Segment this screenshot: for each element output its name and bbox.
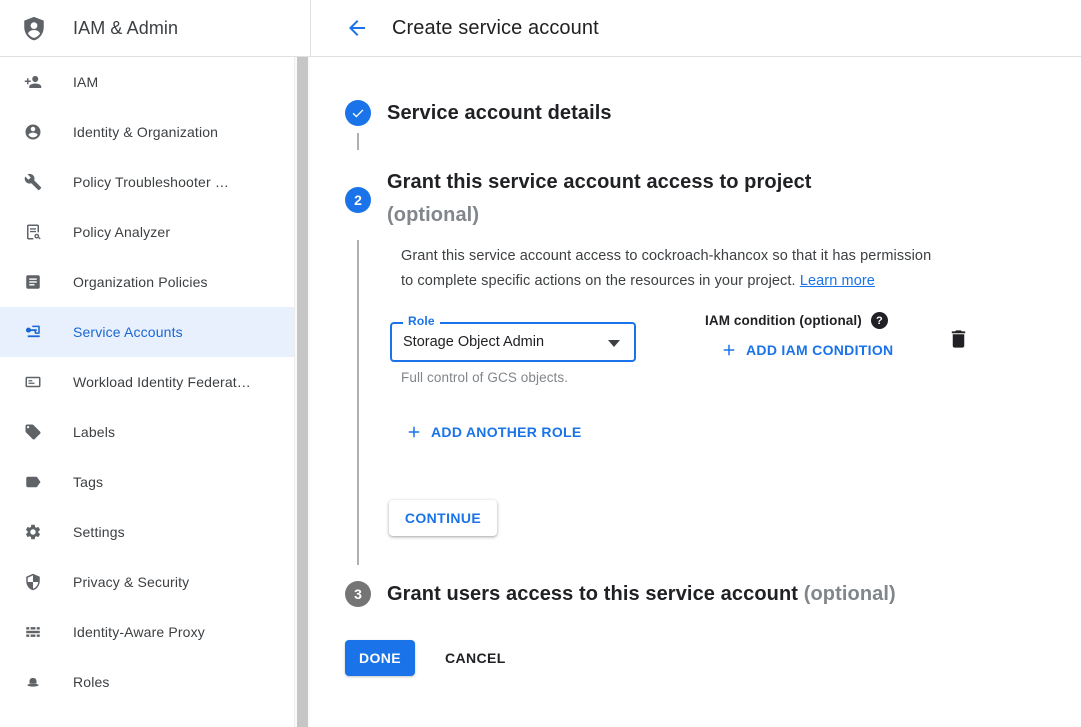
app-header (0, 0, 311, 57)
role-select[interactable] (390, 322, 636, 362)
sidebar-item-roles[interactable] (0, 657, 296, 707)
sidebar-item-iam[interactable] (0, 57, 296, 107)
sidebar-item-policy-analyzer[interactable] (0, 207, 296, 257)
role-select-value: Storage Object Admin (403, 334, 545, 350)
back-arrow-icon[interactable] (345, 16, 369, 40)
help-icon[interactable] (871, 312, 888, 329)
sidebar-item-label: Settings (73, 524, 125, 540)
sidebar-nav (0, 57, 296, 707)
add-another-role-button[interactable] (405, 423, 582, 441)
policies-list-icon (24, 273, 42, 291)
plus-icon (405, 423, 423, 441)
description-line1: Grant this service account access to cockroach-khancox so that it has permission (401, 248, 932, 264)
step-connector (357, 133, 359, 150)
step3-number: 3 (354, 586, 362, 602)
add-iam-condition-button[interactable] (720, 341, 893, 359)
step2-description (401, 244, 931, 294)
page-header (311, 0, 1081, 57)
sidebar-item-label: Policy Analyzer (73, 224, 171, 240)
cancel-button[interactable]: CANCEL (437, 640, 514, 676)
sidebar-item-organization-policies[interactable] (0, 257, 296, 307)
step3-title: Grant users access to this service account (387, 583, 799, 605)
step2-number-indicator (345, 187, 371, 213)
add-iam-condition-label: ADD IAM CONDITION (746, 342, 894, 358)
sidebar-item-workload-identity-federation[interactable] (0, 357, 296, 407)
step3-heading (387, 578, 896, 611)
security-shield-icon (24, 573, 42, 591)
sidebar-item-policy-troubleshooter[interactable] (0, 157, 296, 207)
sidebar-item-label: Privacy & Security (73, 574, 190, 590)
done-button[interactable]: DONE (345, 640, 415, 676)
sidebar-item-label: Policy Troubleshooter … (73, 174, 229, 190)
app-title: IAM & Admin (73, 17, 179, 38)
service-account-key-icon (24, 323, 42, 341)
iam-admin-logo-icon (21, 15, 47, 42)
tag-icon (24, 423, 42, 441)
sidebar-item-label: IAM (73, 74, 99, 90)
sidebar-item-service-accounts[interactable] (0, 307, 296, 357)
checkmark-icon (350, 105, 366, 121)
sidebar-item-tags[interactable] (0, 457, 296, 507)
sidebar-item-label: Service Accounts (73, 324, 183, 340)
iam-condition-label: IAM condition (optional) (705, 313, 862, 328)
sidebar-item-settings[interactable] (0, 507, 296, 557)
sidebar-item-identity-organization[interactable] (0, 107, 296, 157)
proxy-layers-icon (24, 623, 42, 641)
step-connector (357, 240, 359, 565)
step2-heading (387, 166, 812, 232)
step1-title: Service account details (387, 102, 612, 124)
learn-more-link[interactable]: Learn more (799, 273, 875, 289)
help-glyph: ? (876, 314, 883, 327)
sidebar-item-label: Labels (73, 424, 116, 440)
iam-condition-header (705, 312, 888, 329)
sidebar-item-label: Organization Policies (73, 274, 208, 290)
sidebar-item-label: Identity-Aware Proxy (73, 624, 205, 640)
sidebar-item-label: Identity & Organization (73, 124, 219, 140)
sidebar-item-privacy-security[interactable] (0, 557, 296, 607)
plus-icon (720, 341, 738, 359)
role-hat-icon (24, 673, 42, 691)
continue-button[interactable]: CONTINUE (389, 500, 497, 536)
add-another-role-label: ADD ANOTHER ROLE (431, 424, 582, 440)
sidebar (0, 0, 310, 727)
step3-number-indicator (345, 581, 371, 607)
label-arrow-icon (24, 473, 42, 491)
role-helper-text: Full control of GCS objects. (401, 370, 569, 385)
description-line2: to complete specific actions on the resources in your project. (401, 273, 796, 289)
id-card-icon (24, 373, 42, 391)
person-add-icon (24, 73, 42, 91)
account-circle-icon (24, 123, 42, 141)
sidebar-item-label: Workload Identity Federat… (73, 374, 251, 390)
page-title: Create service account (392, 16, 599, 39)
sidebar-item-identity-aware-proxy[interactable] (0, 607, 296, 657)
step2-number: 2 (354, 192, 362, 208)
sidebar-scrollbar-thumb[interactable] (297, 57, 308, 727)
chevron-down-icon (608, 340, 620, 347)
step1-complete-indicator (345, 100, 371, 126)
step3-optional-label: (optional) (803, 583, 896, 605)
role-field-label: Role (403, 314, 440, 328)
sidebar-item-label: Roles (73, 674, 110, 690)
sidebar-item-label: Tags (73, 474, 104, 490)
policy-analyzer-icon (24, 223, 42, 241)
wrench-icon (24, 173, 42, 191)
gear-icon (24, 523, 42, 541)
step2-optional-label: (optional) (387, 204, 480, 226)
delete-role-trash-icon[interactable] (947, 327, 970, 351)
step2-title: Grant this service account access to project (387, 171, 812, 193)
sidebar-scrollbar-track (294, 57, 310, 727)
sidebar-item-labels[interactable] (0, 407, 296, 457)
